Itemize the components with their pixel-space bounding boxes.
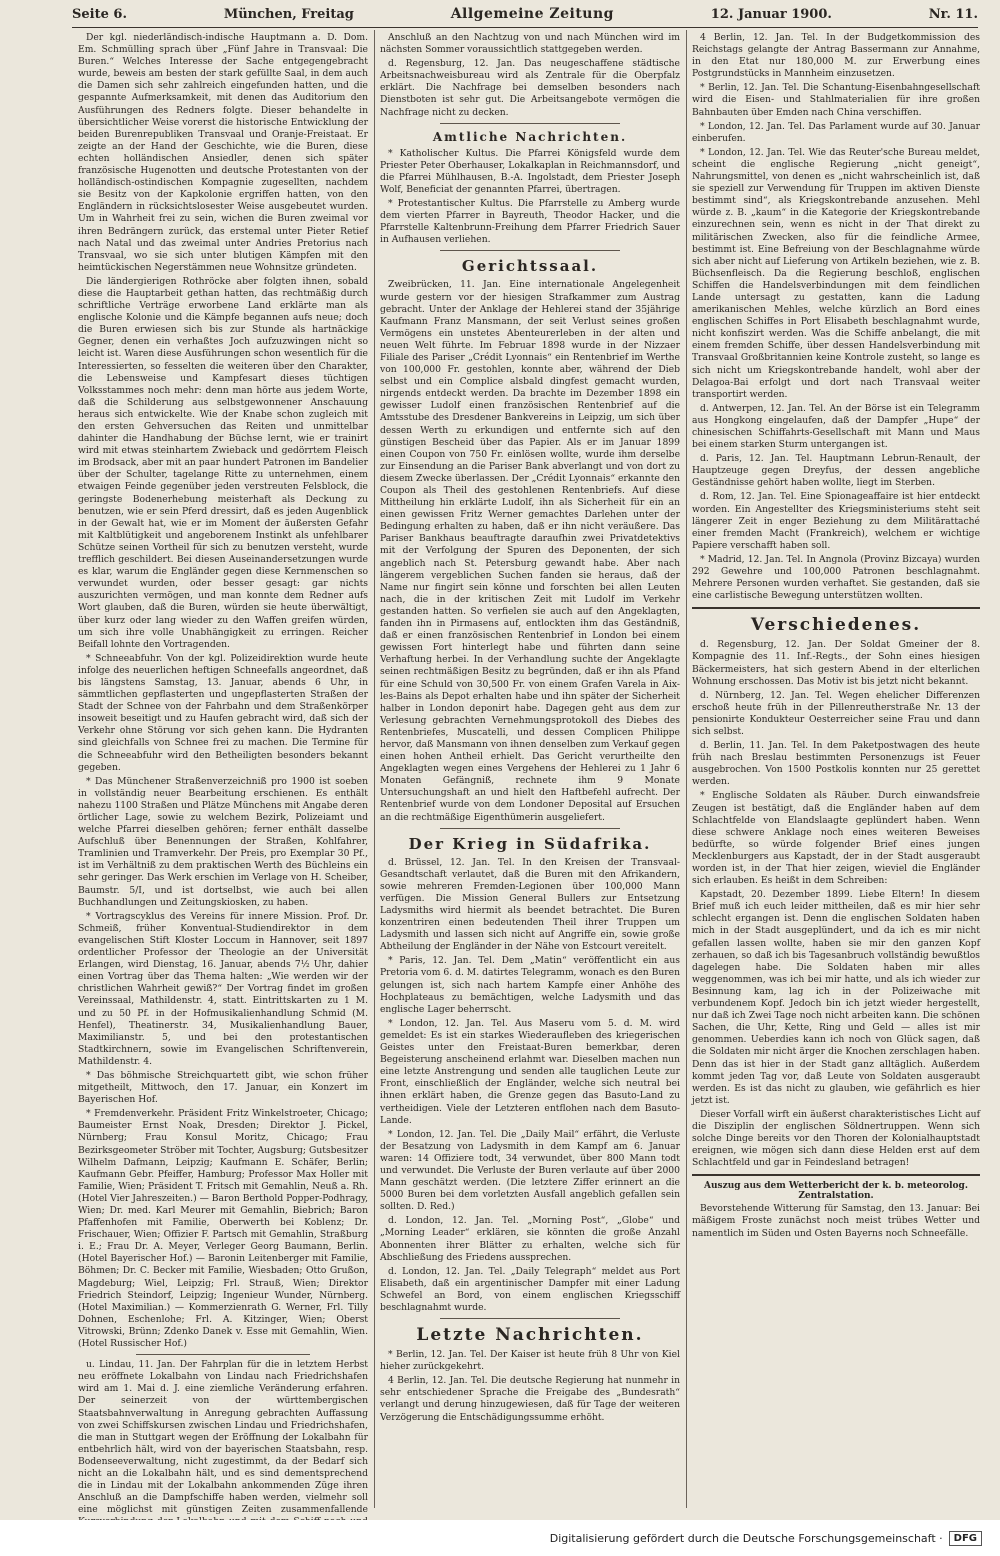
article-paragraph: * Vortragscyklus des Vereins für innere Mission. Prof. Dr. Schmeiß, früher Konventual-Studiendirektor in dem evangelischen Stift Kloster Loccum in Hannover, seit 1897 ordentlicher Professor der Theologie an der Universität Erlangen, wird Dienstag, 16. Januar, abends 7½ Uhr, dahier einen Vortrag über das Thema halten: „Wie werden wir der christlichen Wahrheit gewiß?“ Der Vortrag findet im großen Vereinssaal, Mathildenstr. 4, statt. Eintrittskarten zu 1 M. und zu 50 Pf. in der Hofmusikalienhandlung Schmid (M. Henfel), Theatinerstr. 34, Musikalienhandlung Bauer, Maximilianstr. 5, und bei den protestantischen Stadtkirchnern, sowie im Evangelischen Schriftenverein, Mathildenstr. 4. <box>78 910 368 1067</box>
article-separator <box>440 250 620 251</box>
weather-report: Bevorstehende Witterung für Samstag, den 13. Januar: Bei mäßigem Froste zunächst noch meist trübes Wetter und namentlich im Süden und Osten Bayerns noch Schneefälle. <box>692 1203 980 1239</box>
masthead <box>72 6 978 26</box>
article-paragraph: d. Paris, 12. Jan. Tel. Hauptmann Lebrun-Renault, der Hauptzeuge gegen Dreyfus, der dessen angebliche Geständnisse gehört haben wollte, liegt im Sterben. <box>692 453 980 489</box>
article-paragraph: * Katholischer Kultus. Die Pfarrei Königsfeld wurde dem Priester Peter Oberhauser, Lokalkaplan in Reichmannsdorf, und die Pfarrei Mühlhausen, B.-A. Ingolstadt, dem Priester Joseph Wolf, Beneficiat der genannten Pfarrei, übertragen. <box>380 147 680 195</box>
article-paragraph: * London, 12. Jan. Tel. Wie das Reuter'sche Bureau meldet, scheint die englische Regierung „nicht geneigt“, Nahrungsmittel, von denen es „nicht wahrscheinlich ist, daß sie speziell zur Verwendung für Truppen im aktiven Dienste bestimmt sind“, als Kriegskontrebande anzusehen. Mehl würde z. B. „kaum“ in die Kategorie der Kriegskontrebande einzurechnen sein, wenn es nicht in der That direkt zu militärischen Zwecken, also für die feindliche Armee, bestimmt ist. Eine Befreiung von der Beschlagnahme würde sich aber nicht auf Lieferung von Artikeln beziehen, wie z. B. Büchsenfleisch. Da die Regierung beschloß, englischen Schiffen die Handelsverbindungen mit dem feindlichen Lande untersagt zu gestatten, kann die Ladung amerikanischen Mehles, welche kürzlich an Bord eines englischen Schiffes in Port Elisabeth beschlagnahmt wurde, nicht konfiszirt werden. Was die Schiffe anbelangt, die mit einem fremden Schiffe, über dessen Handelsverbindung mit Transvaal Großbritannien keine Kontrole zusteht, so lange es sich nicht um Kriegskontrebande handelt, wohl aber der Delagoa-Bai erfolgt und dort nach Transvaal weiter transportirt werden. <box>692 146 980 400</box>
section-heading-latest: Letzte Nachrichten. <box>416 1325 644 1346</box>
article-paragraph: d. Nürnberg, 12. Jan. Tel. Wegen ehelicher Differenzen erschoß heute früh in der Pillenreutherstraße Nr. 13 der pensionirte Kondukteur Oesterreicher seine Frau und dann sich selbst. <box>692 689 980 737</box>
article-paragraph: Der kgl. niederländisch-indische Hauptmann a. D. Dom. Em. Schmülling sprach über „Fünf Jahre in Transvaal: Die Buren.“ Welches Interesse der Sache entgegengebracht wurde, beweis am besten der stark gefüllte Saal, in dem auch die Damen sich sehr zahlreich eingefunden hatten, und die gespannte Aufmerksamkeit, mit denen das Auditorium den Ausführungen des Redners folgte. Dieser behandelte in übersichtlicher Weise vorerst die historische Entwicklung der beiden Burenrepubliken Transvaal und Oranje-Freistaat. Er zeigte an der Hand der Geschichte, wie die Buren, diese echten holländischen Ansiedler, denen sich später französische Hugenotten und deutsche Protestanten von der holländisch-ostindischen Kompagnie zugesellten, nachdem sie Besitz von der Kapkolonie ergriffen hatten, von den Engländern in rücksichtslosester Weise ausgebeutet wurden. Um in Wahrheit frei zu sein, wichen die Buren zweimal vor ihren Bedrängern zurück, das erstemal unter Pieter Retief nach Natal und das zweimal unter Andries Pretorius nach Transvaal, wo sie sich unter blutigen Kämpfen mit den heimtückischen Negerstämmen neue Wohnsitze gründeten. <box>78 32 368 273</box>
article-paragraph: d. Antwerpen, 12. Jan. Tel. An der Börse ist ein Telegramm aus Hongkong eingelaufen, daß der Dampfer „Hupe“ der chinesischen Schiffahrts-Gesellschaft mit Mann und Maus bei einem starken Sturm untergangen ist. <box>692 402 980 451</box>
section-heading-war: Der Krieg in Südafrika. <box>408 834 652 853</box>
article-separator <box>136 1354 310 1355</box>
article-paragraph: * Paris, 12. Jan. Tel. Dem „Matin“ veröffentlicht ein aus Pretoria vom 6. d. M. datirtes Telegramm, wonach es den Buren gelungen ist, sich nach hartem Kampfe einer Anhöhe des Hochplateaus zu bemächtigen, welche Ladysmith und das englische Lager beherrscht. <box>380 955 680 1015</box>
section-heading-misc: Verschiedenes. <box>750 615 922 636</box>
column-3 <box>692 32 980 1508</box>
article-paragraph: * London, 12. Jan. Tel. Das Parlament wurde auf 30. Januar einberufen. <box>692 120 980 144</box>
column-separator <box>374 30 375 1508</box>
article-paragraph: Dieser Vorfall wirft ein äußerst charakteristisches Licht auf die Disziplin der englischen Söldnertruppen. Wenn sich solche Dinge bereits vor den Thoren der Kolonialhauptstadt ereignen, wie mögen sich dann diese Helden erst auf dem Schlachtfeld und gar in Feindesland betragen! <box>692 1108 980 1169</box>
article-paragraph: Kapstadt, 20. Dezember 1899. Liebe Eltern! In diesem Brief muß ich euch leider mittheilen, daß es mir hier sehr schlecht ergangen ist. Denn die englischen Soldaten haben mich in der Stadt ausgeplündert, und da ich es mir nicht gefallen lassen wollte, haben sie mir den ganzen Kopf zerhauen, so daß ich bis Tagesanbruch vollständig bewußtlos dagelegen habe. Die Soldaten haben mir alles weggenommen, was ich bei mir hatte, und als ich wieder zur Besinnung kam, lag ich in der Polizeiwache mit verbundenem Kopf. Jedoch bin ich jetzt wieder hergestellt, nur daß ich Zwei Tage noch nicht arbeiten kann. Die schönen Sachen, die Uhr, Kette, Ring und Geld — alles ist mir genommen. Ueberdies kann ich noch von Glück sagen, daß die Soldaten mir nicht ärger die Knochen zerschlagen haben. Denn das ist hier in der Stadt ganz alltäglich. Außerdem kommt jeden Tag vor, daß Leute von Soldaten ausgeraubt werden. Es ist das nicht zu glauben, wie gefährlich es hier jetzt ist. <box>692 889 980 1106</box>
article-paragraph: d. Rom, 12. Jan. Tel. Eine Spionageaffaire ist hier entdeckt worden. Ein Angestellter des Kriegsministeriums steht seit längerer Zeit in enger Beziehung zu dem Militärattaché einer fremden Macht (Frankreich), welchem er wichtige Papiere verschafft haben soll. <box>692 491 980 551</box>
article-paragraph: * Schneeabfuhr. Von der kgl. Polizeidirektion wurde heute infolge des neuerlichen heftigen Schneefalls angeordnet, daß bis längstens Samstag, 13. Januar, abends 6 Uhr, in sämmtlichen gepflasterten und ungepflasterten Straßen der Stadt der Schnee von der Fahrbahn und dem Straßenkörper insoweit beseitigt und zu Haufen gebracht wird, daß sich der Verkehr ohne Störung vor sich gehen kann. Die Hydranten sind gleichfalls von Schnee frei zu machen. Die Termine für die Schneeabfuhr wird den Betheiligten besonders bekannt gegeben. <box>78 652 368 773</box>
article-paragraph: d. London, 12. Jan. Tel. „Daily Telegraph“ meldet aus Port Elisabeth, daß ein argentinischer Dampfer mit einer Ladung Schwefel an Bord, von einem englischen Kriegsschiff beschlagnahmt wurde. <box>380 1265 680 1313</box>
article-paragraph: * London, 12. Jan. Tel. Aus Maseru vom 5. d. M. wird gemeldet: Es ist ein starkes Wiederaufleben des kriegerischen Geistes unter den Freistaat-Buren bemerkbar, deren Begeisterung anscheinend erlahmt war. Dieselben machen nun eine letzte Anstrengung und senden alle tauglichen Leute zur Front, einschließlich der Engländer, welche sich neutral bei ihnen erklärt haben, die Grenze gegen das Basuto-Land zu vertheidigen. Viele der Letzteren entflohen nach dem Basuto-Lande. <box>380 1017 680 1126</box>
article-separator <box>440 123 620 124</box>
column-1 <box>78 32 368 1516</box>
article-paragraph: d. Berlin, 11. Jan. Tel. In dem Paketpostwagen des heute früh nach Breslau bestimmten Personenzugs ist Feuer ausgebrochen. Von 1500 Postkolis konnten nur 25 gerettet werden. <box>692 740 980 788</box>
article-paragraph: Die ländergierigen Rothröcke aber folgten ihnen, sobald diese die Hauptarbeit gethan hatten, das rechtmäßig durch schriftliche Verträge erworbene Land erklärte man als englische Kolonie und die Kämpfe begannen aufs neue; doch die Buren erwiesen sich bis zur Stunde als hartnäckige Gegner, denen ein verhaßtes Joch aufzuzwingen nicht so leicht ist. Waren diese Ausführungen schon wesentlich für die Interessierten, so fesselten die weiteren über den Charakter, die Lebensweise und Kampfesart dieses tüchtigen Volksstammes noch mehr: denn man hörte aus jedem Worte, daß die Schilderung aus selbstgewonnener Anschauung heraus sich entwickelte. Wie der Knabe schon zugleich mit den ersten Gehversuchen das Reiten und unmittelbar dahinter die Handhabung der Büchse lernt, wie er trainirt wird mit etwas steinhartem Zwieback und gedörrtem Fleisch im Brodsack, aber mit an paar hundert Patronen im Bandelier über der Schulter, tagelange Ritte zu unternehmen, einem etwaigen Feinde gegenüber jeden verstreuten Felsblock, die geringste Bodenerhebung meisterhaft als Deckung zu benutzen, wie er sein Pferd dressirt, daß es jeden Augenblick in der Gewalt hat, wie er im Moment der äußersten Gefahr mit Kaltblütigkeit und angeborenem Instinkt als unfehlbarer Schütze seinen Vortheil für sich zu benutzen versteht, wurde trefflich geschildert. Bei diesen Auseinandersetzungen wurde es klar, warum die Engländer gegen diese Kernmenschen so verwundet wurden, oder besser gesagt: gar nichts auszurichten vermögen, und man konnte dem Redner aufs Wort glauben, daß die Buren, würden sie heute überwältigt, über kurz oder lang wieder zu den Waffen greifen würden, um sich ihre volle Unabhängigkeit zu erringen. Reicher Beifall lohnte den Vortragenden. <box>78 275 368 650</box>
digitization-footer <box>0 1520 1000 1556</box>
article-paragraph: Zweibrücken, 11. Jan. Eine internationale Angelegenheit wurde gestern vor der hiesigen Strafkammer zum Austrag gebracht. Unter der Anklage der Hehlerei stand der 35jährige Kaufmann Franz Mansmann, der seit Verlust seines großen Vermögens ein unstetes Abenteurerleben in der alten und neuen Welt führte. Im Februar 1898 wurde in der Nizzaer Filiale des Pariser „Crédit Lyonnais“ ein Rentenbrief im Werthe von 100,000 Fr. gestohlen, konnte aber, während der Dieb selbst und ein Complice alsbald dingfest gemacht wurden, nirgends entdeckt werden. Da brachte im Dezember 1898 ein gewisser Ludolf einen französischen Rentenbrief auf die Amtsstube des Dresdener Bankvereins in Leipzig, um sich über dessen Werth zu erkundigen und entfernte sich auf den günstigen Bescheid über das Papier. Als er im Januar 1899 einen Coupon von 750 Fr. einlösen wollte, wurde ihm derselbe zur Einsendung an die Pariser Bank abverlangt und von dort zu diesem Zwecke überlassen. Der „Crédit Lyonnais“ erkannte den Coupon als Theil des gestohlenen Rentenbriefs. Auf diese Mittheilung hin erklärte Ludolf, ihn als Sicherheit für ein an einen gewissen Fritz Werner gemachtes Darlehen unter der Bedingung erhalten zu haben, daß er ihn nicht veräußere. Das Pariser Bankhaus beauftragte daraufhin zwei Privatdetektivs mit der Verfolgung der Spuren des Deponenten, der sich angeblich nach St. Petersburg gewandt habe. Aber nach längerem vergeblichen Suchen fanden sie heraus, daß der Name nur fingirt sein könne und forschten bei allen Leuten nach, die in der kritischen Zeit mit Ludolf im Verkehr gestanden hatten. So verfielen sie auch auf den Angeklagten, fanden ihn in Pirmasens auf, entlockten ihm das Geständniß, daß er einen französischen Rentenbrief in London bei einem gewissen Fort hinterlegt habe und führten dann seine Verhaftung herbei. In der Verhandlung suchte der Angeklagte seinen rechtmäßigen Besitz zu begründen, daß er ihn als Pfand für eine Schuld von 30,500 Fr. von einem Grafen Varela in Aix-les-Bains als Depot erhalten habe und ihn später der Sicherheit halber in London deponirt habe. Dagegen geht aus dem zur Verlesung gebrachten Vernehmungsprotokoll des Diebes des Rentenbriefes, Muscatelli, und dessen Complicen Philippe hervor, daß Mansmann von ihnen denselben zum Verkauf gegen einen hohen Antheil erhielt. Das Gericht verurtheilte den Angeklagten wegen eines Vergehens der Hehlerei zu 1 Jahr 6 Monaten Gefängniß, rechnete ihm 9 Monate Untersuchungshaft an und hielt den Haftbefehl aufrecht. Der Rentenbrief wurde von dem Londoner Deposital auf Ersuchen an die rechtmäßige Eigenthümerin ausgeliefert. <box>380 279 680 823</box>
issue-number: Nr. 11. <box>928 7 978 22</box>
footer-text: Digitalisierung gefördert durch die Deutsche Forschungsgemeinschaft · <box>549 1531 943 1545</box>
dfg-logo: DFG <box>949 1531 982 1546</box>
article-paragraph: * Englische Soldaten als Räuber. Durch einwandsfreie Zeugen ist bestätigt, daß die Engländer haben auf dem Schlachtfelde von Elandslaagte geplündert haben. Wenn diese schwere Anklage noch eines weiteren Beweises bedürfte, so würde folgender Brief eines jungen Mecklenburgers aus Kapstadt, der in der Stadt ausgeraubt worden ist, in der That hier zeigen, wieviel die Engländer sich erlauben. Es heißt in dem Schreiben: <box>692 790 980 887</box>
article-paragraph: 4 Berlin, 12. Jan. Tel. In der Budgetkommission des Reichstags gelangte der Antrag Bassermann zur Annahme, in den Etat nur 180,000 M. zur Erwerbung eines Postgrundstücks in Mannheim einzusetzen. <box>692 32 980 80</box>
header-rule <box>72 27 978 28</box>
article-paragraph: d. London, 12. Jan. Tel. „Morning Post“, „Globe“ und „Morning Leader“ erklären, sie könnten die große Anzahl Abonnenten ihrer Blätter zu erhalten, welche sich für Abschließung des Friedens aussprechen. <box>380 1215 680 1263</box>
column-2 <box>380 32 680 1508</box>
article-paragraph: d. Regensburg, 12. Jan. Der Soldat Gmeiner der 8. Kompagnie des 11. Inf.-Regts., der Sohn eines hiesigen Bäckermeisters, hat sich gestern Abend in der elterlichen Wohnung erschossen. Das Motiv ist bis jetzt nicht bekannt. <box>692 639 980 687</box>
section-separator <box>692 1174 980 1176</box>
newspaper-title: Allgemeine Zeitung <box>450 6 614 22</box>
article-paragraph: * Madrid, 12. Jan. Tel. In Angnola (Provinz Bizcaya) wurden 292 Gewehre und 100,000 Patronen beschlagnahmt. Mehrere Personen wurden verhaftet. Sie gestanden, daß sie eine carlistische Bewegung unterstützen wollten. <box>692 553 980 602</box>
article-paragraph: d. Regensburg, 12. Jan. Das neugeschaffene städtische Arbeitsnachweisbureau wird als Zentrale für die Oberpfalz erklärt. Die Nachfrage bei demselben besonders nach Dienstboten ist sehr gut. Die Arbeitsangebote vermögen die Nachfrage nicht zu decken. <box>380 58 680 118</box>
article-paragraph: * London, 12. Jan. Tel. Die „Daily Mail“ erfährt, die Verluste der Besatzung von Ladysmith in dem Kampf am 6. Januar waren: 14 Offiziere todt, 34 verwundet, über 800 Mann todt und verwundet. Die Verluste der Buren verlaute auf über 2000 Mann geschätzt werden. (Die letztere Ziffer erinnert an die 5000 Buren bei dem vorletzten Ausfall angeblich gefallen sein sollten. D. Red.) <box>380 1128 680 1213</box>
article-paragraph: * Berlin, 12. Jan. Tel. Die Schantung-Eisenbahngesellschaft wird die Eisen- und Stahlmaterialien für ihre großen Bahnbauten über Emden nach China verschiffen. <box>692 82 980 118</box>
section-separator <box>692 607 980 609</box>
article-paragraph: * Das Münchener Straßenverzeichniß pro 1900 ist soeben in vollständig neuer Bearbeitung erschienen. Es enthält nahezu 1100 Straßen und Plätze Münchens mit Angabe deren örtlicher Lage, sowie zu welchem Bezirk, Polizeiamt und welche Pfarrei dieselben gehören; ferner enthält dasselbe Aufschluß über Benennungen der Straßen, Kohlfahrer, Tramlinien und Tramverkehr. Der Preis, pro Exemplar 30 Pf., ist im Verhältniß zu dem praktischen Werth des Büchleins ein sehr geringer. Das Werk erschien im Verlage von H. Scheiber, Baumstr. 5/I, und ist dortselbst, wie auch bei allen Buchhandlungen und Zeitungskiosken, zu haben. <box>78 775 368 908</box>
article-paragraph: Anschluß an den Nachtzug von und nach München wird im nächsten Sommer voraussichtlich stattgegeben werden. <box>380 32 680 56</box>
article-paragraph: * Fremdenverkehr. Präsident Fritz Winkelstroeter, Chicago; Baumeister Ernst Noak, Dresden; Direktor J. Pickel, Nürnberg; Frau Konsul Moritz, Chicago; Frau Bezirksgeometer Ströber mit Tochter, Augsburg; Gutsbesitzer Wilhelm Dafmann, Leipzig; Kaufmann E. Schäfer, Berlin; Kaufmann Gebr. Pfeiffer, Hamburg; Professor Max Holler mit Familie, Wien; Präsident T. Fritsch mit Gemahlin, Neuß a. Rh. (Hotel Vier Jahreszeiten.) — Baron Berthold Popper-Podhragy, Wien; Dr. med. Karl Meurer mit Gemahlin, Biebrich; Baron Pfaffenhofen mit Familie, Oberwerth bei Koblenz; Dr. Frischauer, Wien; Offizier F. Partsch mit Gemahlin, Straßburg i. E.; Frau Dr. A. Meyer, Verleger Georg Baumann, Berlin. (Hotel Bayerischer Hof.) — Baronin Leitenberger mit Familie, Böhmen; Dr. C. Becker mit Familie, Wiesbaden; Otto Grußon, Magdeburg; Wiel, Leipzig; Frl. Strauß, Wien; Direktor Friedrich Steindorf, Leipzig; Ingenieur Wunder, Nürnberg. (Hotel Maximilian.) — Kommerzienrath G. Werner, Frl. Tilly Dohnen, Eschenlohe; Frl. A. Kitzinger, Wien; Oberst Vitrowski, Brünn; Zdenko Danek v. Esse mit Gemahlin, Wien. (Hotel Russischer Hof.) <box>78 1108 368 1350</box>
article-paragraph: 4 Berlin, 12. Jan. Tel. Die deutsche Regierung hat nunmehr in sehr entschiedener Sprache die Freigabe des „Bundesrath“ verlangt und derung hinzugewiesen, daß für Tage der weiteren Verzögerung die Entschädigungssumme erhöht. <box>380 1375 680 1423</box>
issue-date: 12. Januar 1900. <box>710 7 832 22</box>
city-day: München, Freitag <box>223 7 354 22</box>
article-paragraph: * Berlin, 12. Jan. Tel. Der Kaiser ist heute früh 8 Uhr von Kiel hieher zurückgekehrt. <box>380 1349 680 1373</box>
column-separator <box>686 30 687 1508</box>
article-paragraph: * Protestantischer Kultus. Die Pfarrstelle zu Amberg wurde dem vierten Pfarrer in Bayreuth, Theodor Hacker, und die Pfarrstelle Kaltenbrunn-Freihung dem Pfarrer Friedrich Sauer in Aufhausen verliehen. <box>380 198 680 246</box>
article-paragraph: u. Lindau, 11. Jan. Der Fahrplan für die in letztem Herbst neu eröffnete Lokalbahn von Lindau nach Friedrichshafen wird am 1. Mai d. J. eine ziemliche Veränderung erfahren. Der seinerzeit von der württembergischen Staatsbahnverwaltung in Anregung gebrachten Auffassung von zwei Schiffskursen zwischen Lindau und Friedrichshafen, die man in Stuttgart wegen der Eröffnung der Lokalbahn für entbehrlich hält, wird von der bayerischen Staatsbahn, resp. Bodenseeverwaltung, nicht zugestimmt, da der Bedarf sich nicht an die Lokalbahn hält, und es sind dementsprechend die in Lindau mit der Lokalbahn ankommenden Züge ihren Anschluß an die Dampfschiffe haben werden, vielmehr soll eine möglichst mit günstigen Zeiten zusammenfallende <box>78 1359 368 1516</box>
section-heading-court: Gerichtssaal. <box>461 257 599 276</box>
article-separator <box>440 828 620 829</box>
weather-heading: Auszug aus dem Wetterbericht der k. b. meteorolog. Zentralstation. <box>704 1181 968 1202</box>
section-heading-official: Amtliche Nachrichten. <box>432 129 628 144</box>
article-separator <box>440 1318 620 1319</box>
article-paragraph: * Das böhmische Streichquartett gibt, wie schon früher mitgetheilt, Mittwoch, den 17. Januar, ein Konzert im Bayerischen Hof. <box>78 1069 368 1106</box>
page-number: Seite 6. <box>72 7 127 22</box>
article-paragraph: d. Brüssel, 12. Jan. Tel. In den Kreisen der Transvaal-Gesandtschaft verlautet, daß die Buren mit den Afrikandern, sowie mehreren Fremden-Legionen über 100,000 Mann verfügen. Die Mission General Bullers zur Entsetzung Ladysmiths wird hiermit als beendet betrachtet. Die Buren konzentriren einen bedeutenden Theil ihrer Truppen um Ladysmith und lassen sich nicht auf Angriffe ein, sowie große Abtheilung der Engländer in der Nähe von Estcourt vereitelt. <box>380 856 680 953</box>
